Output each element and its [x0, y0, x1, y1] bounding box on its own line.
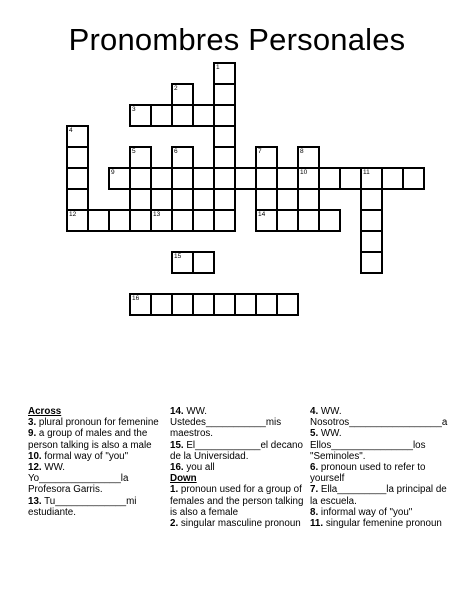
grid-cell[interactable]: [276, 293, 299, 316]
grid-cell[interactable]: [171, 209, 194, 232]
down-clue-11: 11. singular femenine pronoun: [310, 518, 442, 530]
grid-cell[interactable]: [360, 167, 383, 190]
across-clue-9: 9. a group of males and the person talking is also a male: [28, 428, 152, 451]
grid-cell[interactable]: [318, 167, 341, 190]
grid-cell[interactable]: [297, 209, 320, 232]
grid-cell[interactable]: [192, 167, 215, 190]
grid-cell[interactable]: [192, 293, 215, 316]
clue-number: 8: [300, 148, 304, 155]
down-clue-4: 4. WW. Nosotros_________________a: [310, 406, 448, 429]
grid-cell[interactable]: [108, 209, 131, 232]
clue-number: 15: [174, 253, 182, 260]
grid-cell[interactable]: [213, 83, 236, 106]
grid-cell[interactable]: [192, 251, 215, 274]
grid-cell[interactable]: [171, 293, 194, 316]
grid-cell[interactable]: [66, 188, 89, 211]
across-clue-15: 15. El____________el decano de la Universidad.: [170, 439, 303, 462]
down-clue-1: 1. pronoun used for a group of females and the person talking is also a female: [170, 484, 304, 518]
across-clue-10: 10. formal way of "you": [28, 450, 129, 462]
clue-number: 10: [300, 169, 308, 176]
across-clue-12: 12. WW. Yo_______________la Profesora Garris.: [28, 462, 129, 496]
grid-cell[interactable]: [297, 167, 320, 190]
grid-cell[interactable]: [129, 167, 152, 190]
clue-number: 7: [258, 148, 262, 155]
grid-cell[interactable]: [360, 251, 383, 274]
down-clue-2: 2. singular masculine pronoun: [170, 518, 301, 530]
grid-cell[interactable]: [129, 146, 152, 169]
down-heading: Down: [170, 473, 197, 485]
clue-number: 6: [174, 148, 178, 155]
clue-number: 14: [258, 211, 266, 218]
down-clue-6: 6. pronoun used to refer to yourself: [310, 462, 426, 485]
grid-cell[interactable]: [192, 209, 215, 232]
grid-cell[interactable]: [213, 167, 236, 190]
grid-cell[interactable]: [297, 146, 320, 169]
clue-number: 16: [132, 295, 140, 302]
grid-cell[interactable]: [87, 209, 110, 232]
clue-number: 11: [363, 169, 370, 176]
grid-cell[interactable]: [129, 188, 152, 211]
grid-cell[interactable]: [129, 104, 152, 127]
grid-cell[interactable]: [213, 293, 236, 316]
grid-cell[interactable]: [360, 188, 383, 211]
grid-cell[interactable]: [171, 167, 194, 190]
down-clue-5: 5. WW. Ellos_______________los "Seminoles".: [310, 428, 426, 462]
down-clue-8: 8. informal way of "you": [310, 506, 413, 518]
grid-cell[interactable]: [360, 209, 383, 232]
clue-number: 4: [69, 127, 73, 134]
clue-number: 9: [111, 169, 115, 176]
grid-cell[interactable]: [402, 167, 425, 190]
grid-cell[interactable]: [66, 167, 89, 190]
across-clue-3: 3. plural pronoun for femenine: [28, 417, 159, 429]
grid-cell[interactable]: [150, 104, 173, 127]
clue-number: 1: [216, 64, 220, 71]
grid-cell[interactable]: [171, 188, 194, 211]
grid-cell[interactable]: [108, 167, 131, 190]
clue-number: 13: [153, 211, 161, 218]
clue-number: 2: [174, 85, 178, 92]
grid-cell[interactable]: [276, 209, 299, 232]
across-clue-14: 14. WW. Ustedes___________mis maestros.: [170, 406, 282, 440]
grid-cell[interactable]: [339, 167, 362, 190]
grid-cell[interactable]: [171, 251, 194, 274]
clue-column-2: [170, 406, 305, 529]
across-heading: Across: [28, 406, 62, 417]
clue-number: 12: [69, 211, 77, 218]
grid-cell[interactable]: [213, 146, 236, 169]
grid-cell[interactable]: [255, 293, 278, 316]
across-clue-16: 16. you all: [170, 462, 215, 474]
grid-cell[interactable]: [66, 209, 89, 232]
grid-cell[interactable]: [171, 83, 194, 106]
grid-cell[interactable]: [360, 230, 383, 253]
grid-cell[interactable]: [150, 167, 173, 190]
grid-cell[interactable]: [150, 293, 173, 316]
grid-cell[interactable]: [255, 188, 278, 211]
grid-cell[interactable]: [213, 209, 236, 232]
grid-cell[interactable]: [255, 209, 278, 232]
grid-cell[interactable]: [276, 167, 299, 190]
clue-column-1: [28, 406, 166, 518]
grid-cell[interactable]: [171, 146, 194, 169]
grid-cell[interactable]: [255, 167, 278, 190]
clue-number: 5: [132, 148, 136, 155]
grid-cell[interactable]: [213, 125, 236, 148]
grid-cell[interactable]: [318, 209, 341, 232]
grid-cell[interactable]: [255, 146, 278, 169]
puzzle-title: Pronombres Personales: [68, 22, 406, 57]
down-clue-7: 7. Ella_________la principal de la escuela.: [310, 484, 447, 507]
grid-cell[interactable]: [213, 188, 236, 211]
grid-cell[interactable]: [297, 188, 320, 211]
grid-cell[interactable]: [234, 167, 257, 190]
across-clue-13: 13. Tu_____________mi estudiante.: [28, 495, 137, 518]
clue-column-3: [310, 406, 450, 529]
grid-cell[interactable]: [192, 104, 215, 127]
grid-cell[interactable]: [66, 146, 89, 169]
grid-cell[interactable]: [66, 125, 89, 148]
grid-cell[interactable]: [213, 104, 236, 127]
grid-cell[interactable]: [234, 293, 257, 316]
grid-cell[interactable]: [171, 104, 194, 127]
grid-cell[interactable]: [381, 167, 404, 190]
grid-cell[interactable]: [213, 62, 236, 85]
grid-cell[interactable]: [129, 209, 152, 232]
grid-cell[interactable]: [129, 293, 152, 316]
clue-number: 3: [132, 106, 136, 113]
grid-cell[interactable]: [150, 209, 173, 232]
